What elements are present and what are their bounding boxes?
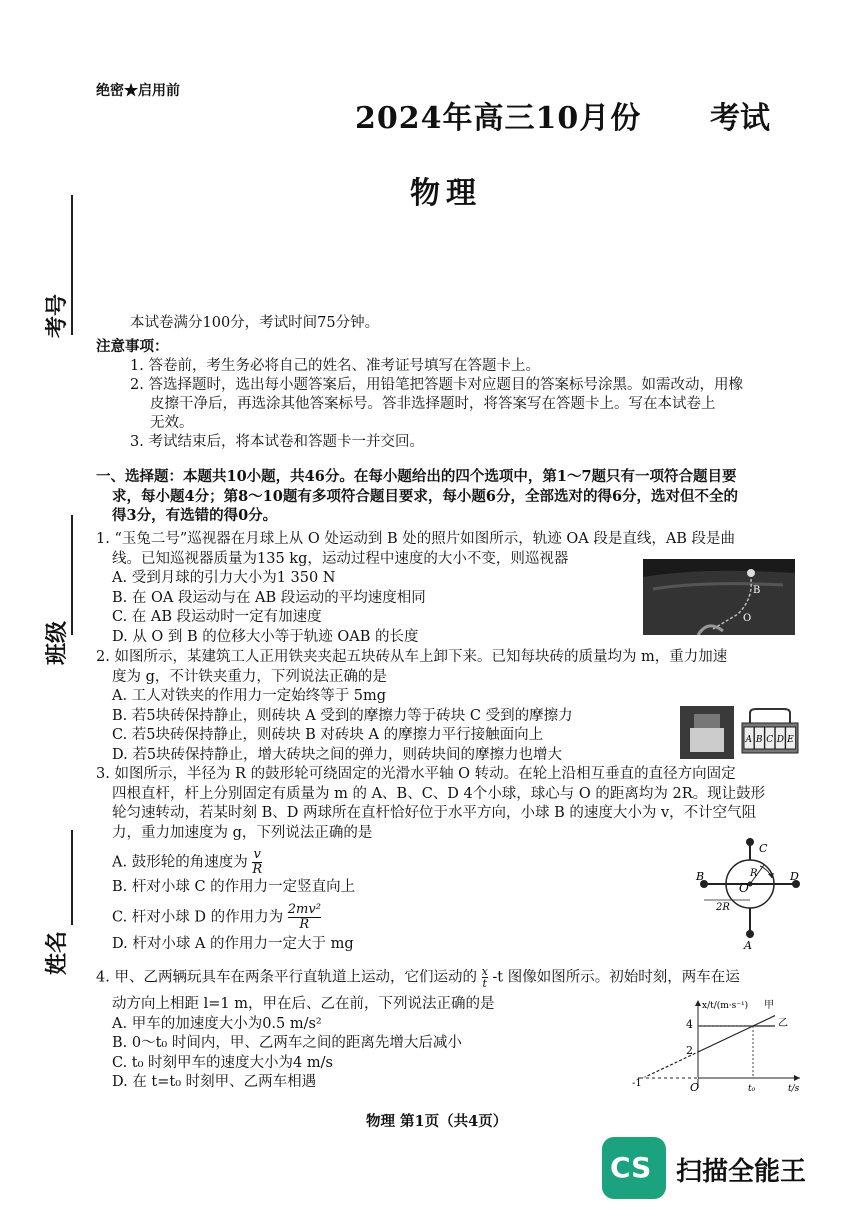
section-line: 一、选择题：本题共10小题，共46分。在每小题给出的四个选项中，第1～7题只有一项符合题目要 [96,468,737,485]
camscanner-brand: 扫描全能王 [676,1157,807,1187]
ball-c [746,838,754,846]
note-item: 皮擦干净后，再选涂其他答案标号。答非选择题时，将答案写在答题卡上。写在本试卷上 [150,396,716,412]
frac-num: 2mv² [287,902,321,917]
note-item: 无效。 [150,415,194,431]
rover-photo-art [643,559,795,635]
name-label: 姓名 [44,930,70,975]
origin-label: O [690,1081,700,1094]
class-line [71,515,73,635]
series-yi-label: 乙 [778,1018,788,1029]
y-tick-4: 4 [686,1018,693,1031]
question-4-stem [96,966,816,989]
series-jia-label: 甲 [764,1000,774,1011]
section-heading [96,467,816,526]
section-line: 求，每小题4分；第8～10题有多项符合题目要求，每小题6分，全部选对的得6分，选对但不全的 [112,487,739,505]
q3-option-a [112,848,262,877]
q1-option-b: B. 在 OA 段运动与在 AB 段运动的平均速度相同 [112,589,426,606]
exam-title: 2024年高三10月份 [355,101,642,136]
frac-den: R [299,917,310,932]
q4-xt-graph [628,996,808,1094]
q2-stem-line: 度为 g，不计铁夹重力，下列说法正确的是 [112,668,387,685]
class-label: 班级 [44,620,70,665]
label-b: B [696,870,705,883]
q3-option-a-fraction [252,848,262,877]
note-item: 2. 答选择题时，选出每小题答案后，用铅笔把答题卡对应题目的答案标号涂黑。如需改动，用橡 [130,377,743,393]
worker-photo-art [680,706,734,759]
exam-title-suffix: 考试 [710,101,770,136]
exam-no-line [71,195,73,335]
rover-photo [643,559,795,635]
q2-option-b: B. 若5块砖保持静止，则砖块 A 受到的摩擦力等于砖块 C 受到的摩擦力 [112,707,573,724]
q1-option-c: C. 在 AB 段运动时一定有加速度 [112,609,322,625]
note-item: 1. 答卷前，考生务必将自己的姓名、准考证号填写在答题卡上。 [130,358,540,374]
frac-den: R [252,862,263,877]
q4-option-b: B. 0～t₀ 时间内，甲、乙两车之间的距离先增大后减小 [112,1035,462,1051]
q4-stem-b: -t 图像如图所示。初始时刻，两车在运 [492,969,740,986]
q3-stem-line: 3. 如图所示，半径为 R 的鼓形轮可绕固定的光滑水平轴 O 转动。在轮上沿相互垂直的直径方向固定 [96,766,736,782]
q2-option-c: C. 若5块砖保持静止，则砖块 B 对砖块 A 的摩擦力平行接触面向上 [112,727,544,743]
label-c: C [759,842,768,855]
subject-title: 物理 [410,176,482,211]
frac-den: t [482,977,487,990]
rover-label-b: B [753,585,761,596]
question-4 [112,995,652,1093]
brick-label: E [787,735,794,745]
rover-label-o: O [743,613,752,624]
confidential-label: 绝密★启用前 [96,83,180,99]
q3-stem-line: 力，重力加速度为 g，下列说法正确的是 [112,824,373,841]
q3-option-a-text: A. 鼓形轮的角速度为 [112,854,248,871]
exam-no-label: 考号 [44,293,70,338]
ball-a [746,930,754,938]
notes-title: 注意事项： [96,338,169,355]
q4-option-a: A. 甲车的加速度大小为0.5 m/s² [112,1015,322,1032]
logo-text: CS [610,1151,652,1184]
note-item: 3. 考试结束后，将本试卷和答题卡一并交回。 [130,434,424,450]
label-o: O [739,881,749,895]
section-line: 得3分，有选错的得0分。 [112,507,278,524]
bricks-diagram [740,707,800,759]
q3-stem-line: 轮匀速转动，若某时刻 B、D 两球所在直杆恰好位于水平方向，小球 B 的速度大小为 v，不计空气阻 [112,805,757,821]
worker-photo [680,706,734,759]
q2-option-d: D. 若5块砖保持静止，增大砖块之间的弹力，则砖块间的摩擦力也增大 [112,746,563,763]
question-3 [96,765,816,843]
notes-list [130,357,820,452]
series-line-jia-ext [753,1016,775,1026]
q4-stem-fraction [482,966,488,989]
q3-option-c-fraction [288,903,321,932]
q1-option-d: D. 从 O 到 B 的位移大小等于轨迹 OAB 的长度 [112,628,419,645]
q3-stem-line: 四根直杆，杆上分别固定有质量为 m 的 A、B、C、D 4个小球，球心与 O 的距离均为 2R。现让鼓形 [112,785,766,802]
name-line [71,830,73,925]
label-r: R [750,868,758,879]
q4-stem-a: 4. 甲、乙两辆玩具车在两条平行直轨道上运动，它们运动的 [96,969,477,986]
q4-stem-line: 动方向上相距 l=1 m，甲在后、乙在前，下列说法正确的是 [112,996,495,1012]
t0-label: t₀ [748,1084,756,1094]
brick-label: B [755,735,763,745]
score-time-text: 本试卷满分100分，考试时间75分钟。 [130,315,380,331]
q3-option-c-text: C. 杆对小球 D 的作用力为 [112,909,284,926]
label-a: A [744,939,752,950]
q2-stem-line: 2. 如图所示，某建筑工人正用铁夹夹起五块砖从车上卸下来。已知每块砖的质量均为 m，重力加速 [96,649,728,665]
brick-label: A [745,735,752,745]
q1-stem-line: 1. “玉兔二号”巡视器在月球上从 O 处运动到 B 处的照片如图所示，轨迹 OA 段是直线，AB 段是曲 [96,531,736,547]
q3-option-c [112,903,321,932]
frac-num: v [253,847,261,862]
q3-option-b: B. 杆对小球 C 的作用力一定竖直向上 [112,879,356,895]
brick-label: C [766,735,774,745]
brick-label: D [776,735,784,745]
q1-stem-line: 线。已知巡视器质量为135 kg，运动过程中速度的大小不变，则巡视器 [112,550,569,567]
q1-option-a: A. 受到月球的引力大小为1 350 N [112,570,336,586]
camscanner-logo [602,1137,666,1199]
label-d: D [790,870,799,883]
series-line-jia [698,1026,753,1052]
neg-tick: -1 [632,1078,642,1089]
q2-option-a: A. 工人对铁夹的作用力一定始终等于 5mg [112,688,387,704]
drum-wheel-diagram [690,838,810,950]
q4-option-c: C. t₀ 时刻甲车的速度大小为4 m/s [112,1054,333,1071]
x-axis-label: t/s [788,1084,800,1094]
frac-num: x [481,965,488,978]
q3-option-d: D. 杆对小球 A 的作用力一定大于 mg [112,936,354,952]
label-2r: 2R [716,902,730,913]
y-tick-2: 2 [686,1044,693,1057]
y-axis-label: x/t/(m·s⁻¹) [702,1001,749,1011]
page-footer: 物理 第1页（共4页） [366,1113,508,1130]
q4-option-d: D. 在 t=t₀ 时刻甲、乙两车相遇 [112,1074,317,1090]
